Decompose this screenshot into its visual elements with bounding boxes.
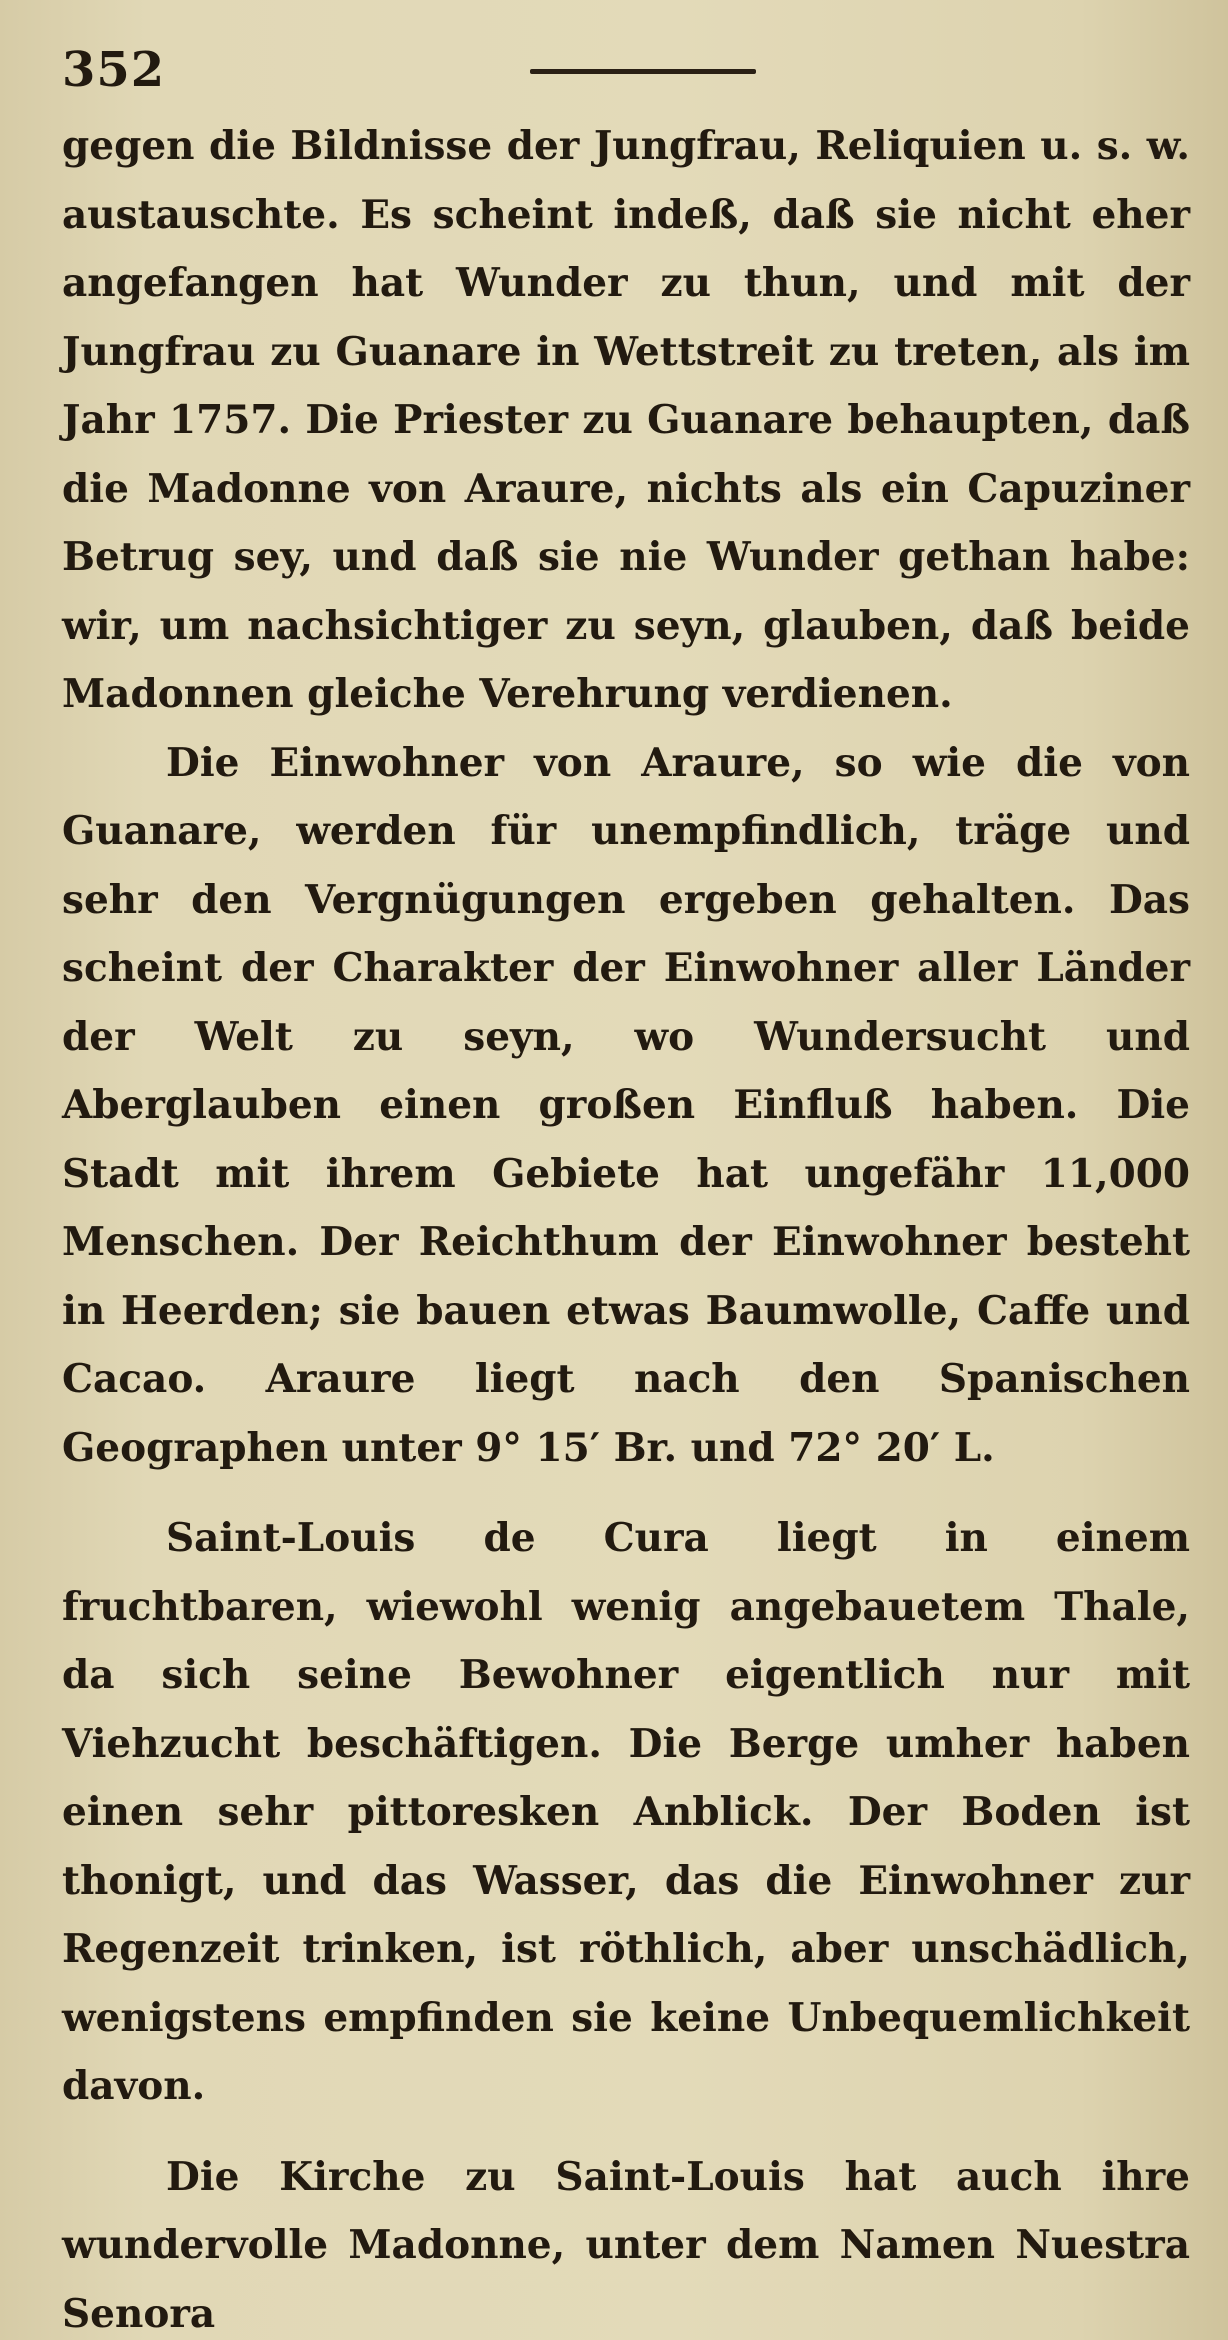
paragraph-4: Die Kirche zu Saint-Louis hat auch ihre wundervolle Madonne, unter dem Namen Nuestra Senora <box>62 2153 1190 2337</box>
paragraph-2: Die Einwohner von Araure, so wie die von Guanare, werden für unempfindlich, träge und sehr den Vergnügungen ergeben gehalten. Das scheint der Charakter der Einwohner aller Länder der Welt zu seyn, wo Wundersucht und Aberglauben einen großen Einfluß haben. Die Stadt mit ihrem Gebiete hat ungefähr 11,000 Menschen. Der Reichthum der Einwohner besteht in Heerden; sie bauen etwas Baumwolle, Caffe und Cacao. Araure liegt nach den Spanischen Geographen unter 9° 15′ Br. und 72° 20′ L. <box>62 739 1190 1471</box>
page-number: 352 <box>62 42 166 98</box>
body-text <box>62 112 1190 2340</box>
paragraph-3: Saint-Louis de Cura liegt in einem fruchtbaren, wiewohl wenig angebauetem Thale, da sich seine Bewohner eigentlich nur mit Viehzucht beschäftigen. Die Berge umher haben einen sehr pittoresken Anblick. Der Boden ist thonigt, und das Wasser, das die Einwohner zur Regenzeit trinken, ist röthlich, aber unschädlich, wenigstens empfinden sie keine Unbequemlichkeit davon. <box>62 1515 1190 2109</box>
paragraph-1: gegen die Bildnisse der Jungfrau, Reliquien u. s. w. austauschte. Es scheint indeß, daß sie nicht eher angefangen hat Wunder zu thun, und mit der Jungfrau zu Guanare in Wettstreit zu treten, als im Jahr 1757. Die Priester zu Guanare behaupten, daß die Madonne von Araure, nichts als ein Capuziner Betrug sey, und daß sie nie Wunder gethan habe: wir, um nachsichtiger zu seyn, glauben, daß beide Madonnen gleiche Verehrung verdienen. <box>62 123 1190 717</box>
header-rule <box>530 69 756 74</box>
